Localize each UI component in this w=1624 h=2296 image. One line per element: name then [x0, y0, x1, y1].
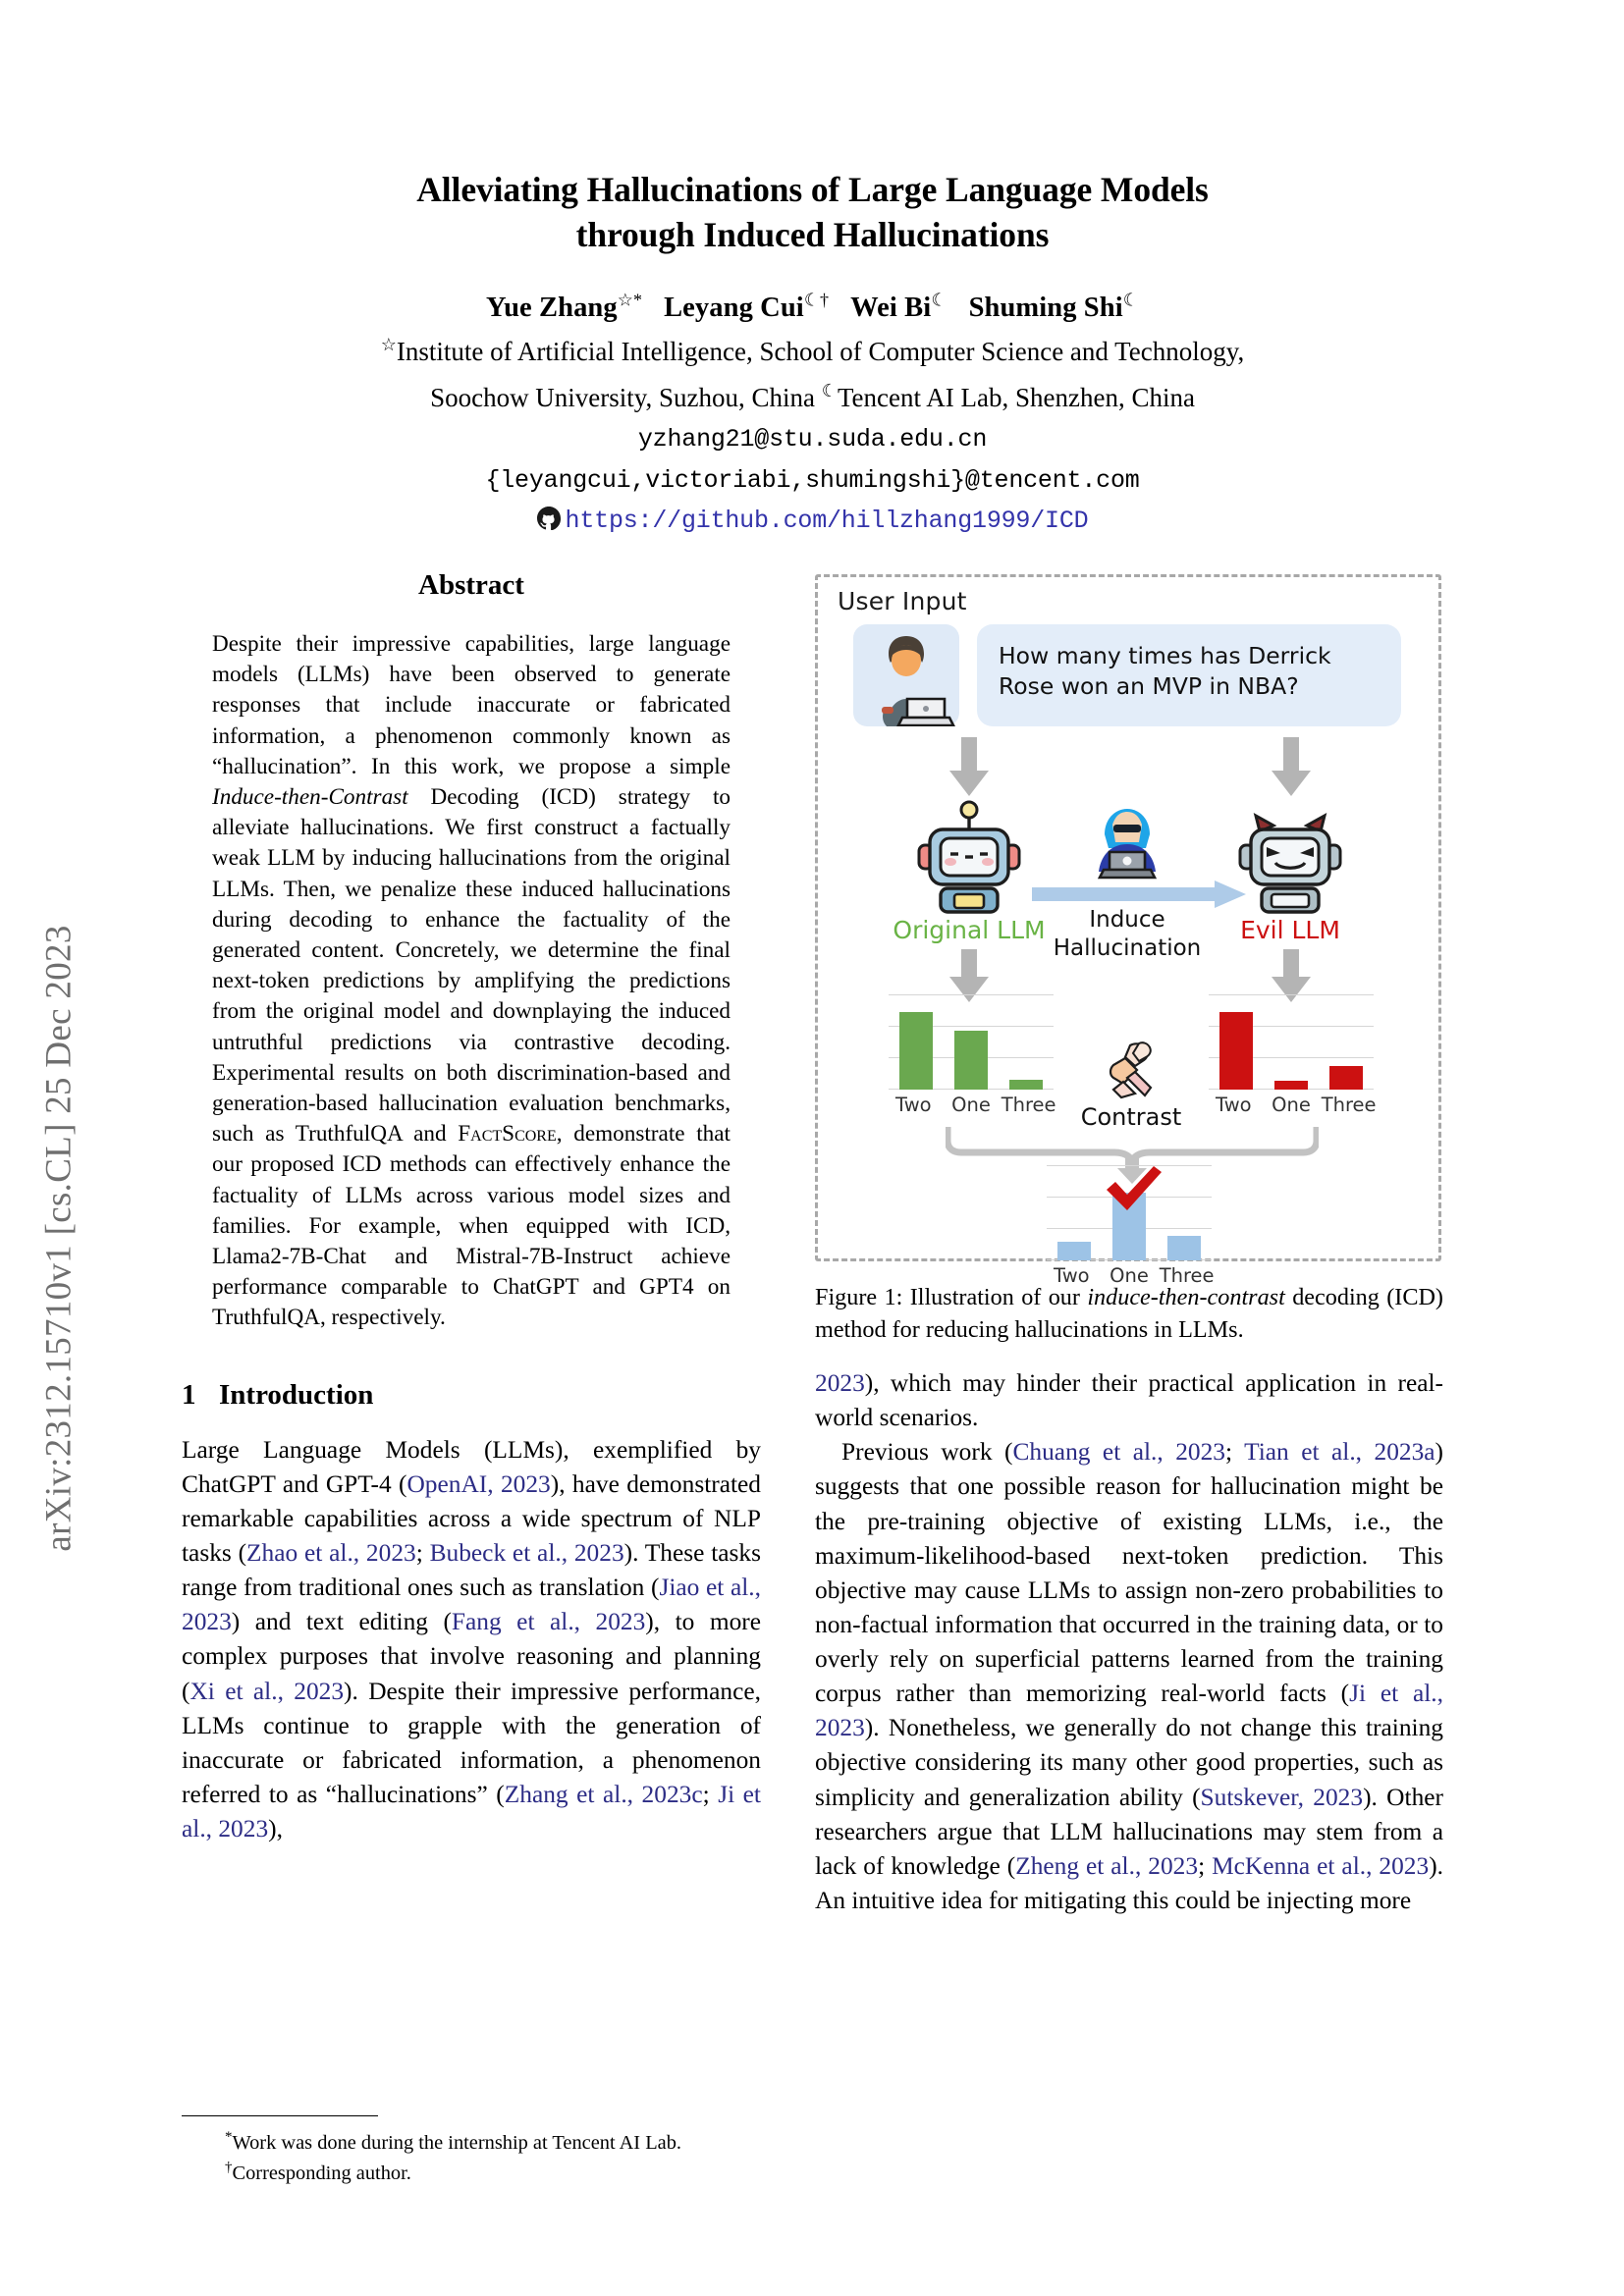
citation-link[interactable]: Zheng et al., 2023: [1015, 1851, 1199, 1880]
email-line-1: yzhang21@stu.suda.edu.cn: [637, 425, 988, 454]
citation-link[interactable]: Ji et al., 2023: [815, 1680, 1443, 1742]
citation-link[interactable]: OpenAI, 2023: [406, 1469, 551, 1498]
body-text: ). Despite their impressive performance, LLMs continue to grapple with the generation of inaccurate or fabricated information, a phenomenon referred to as “hallucinations” (: [182, 1677, 761, 1808]
gridline: [1209, 994, 1374, 995]
repo-link[interactable]: [182, 504, 1443, 542]
author-list: [182, 290, 1443, 324]
bar: [954, 1031, 989, 1090]
citation-link[interactable]: Fang et al., 2023: [451, 1608, 646, 1636]
affiliation-line-2: [182, 379, 1443, 416]
x-tick-label: One: [1110, 1264, 1149, 1287]
abstract-body: [212, 629, 731, 1334]
x-tick-label: Two: [1216, 1094, 1252, 1116]
arm-wrestle-icon: [1100, 1039, 1163, 1103]
red-check-icon: [1103, 1166, 1164, 1215]
x-tick-label: One: [1272, 1094, 1311, 1116]
section-title: Introduction: [219, 1378, 374, 1411]
user-input-row: [853, 624, 1413, 727]
down-arrow-icon: [947, 737, 991, 798]
bar: [1057, 1242, 1092, 1260]
author-name: Yue Zhang: [486, 292, 618, 323]
bar: [1329, 1066, 1364, 1090]
section-number: 1: [182, 1378, 196, 1411]
bar: [1009, 1080, 1044, 1090]
paper-title-line-1: Alleviating Hallucinations of Large Language Models: [416, 170, 1209, 209]
body-text: Despite their impressive capabilities, large language models (LLMs) have been observed to generate responses that include inaccurate or fabricated information, a phenomenon commonly known as “hallucination”. In this work, we propose a simple: [212, 631, 731, 779]
bar: [1274, 1081, 1309, 1090]
body-text: ). Nonetheless, we generally do not change this training objective considering its many other good properties, such as simplicity and generalization ability (: [815, 1714, 1443, 1811]
figure-frame-label: User Input: [838, 587, 967, 615]
author-affiliation-mark: ☾: [931, 290, 947, 310]
author-1: [486, 290, 643, 323]
body-text: ), to more complex purposes that involve reasoning and planning (: [182, 1608, 761, 1705]
body-text: ),: [268, 1815, 283, 1843]
intro-paragraph-1: [182, 1433, 761, 1847]
arxiv-stamp: [0, 0, 118, 2296]
figure-1-caption: [815, 1282, 1443, 1346]
footnote-1: [182, 2127, 761, 2158]
x-tick-label: Two: [1054, 1264, 1090, 1287]
chart-x-labels: [885, 1094, 1057, 1116]
citation-link[interactable]: Ji et al., 2023: [182, 1780, 761, 1843]
body-text: ). An intuitive idea for mitigating this could be injecting more: [815, 1851, 1443, 1914]
citation-link[interactable]: Zhao et al., 2023: [246, 1539, 416, 1568]
user-question-text: How many times has Derrick Rose won an MVP in NBA?: [999, 642, 1331, 701]
arxiv-stamp-text: arXiv:2312.15710v1 [cs.CL] 25 Dec 2023: [38, 925, 80, 1552]
body-text: Decoding (ICD) strategy to alleviate hallucinations. We first construct a factually weak LLM by inducing hallucinations from the original LLMs. Then, we penalize these induced hallucinations during decoding to enhance the factuality of the generated content. Concretely, we determine the final next-token predictions by amplifying the predictions from the original model and downplaying the induced untruthful predictions via contrastive decoding. Experimental results on both discrimination-based and generation-based hallucination evaluation benchmarks, such as TruthfulQA and: [212, 784, 731, 1148]
body-text: ;: [702, 1780, 719, 1808]
emphasis-text: Induce-then-Contrast: [212, 784, 408, 811]
right-column: [815, 1366, 1443, 1918]
chart-evil-llm: [1209, 995, 1377, 1116]
emphasis-text: induce-then-contrast: [1087, 1284, 1285, 1310]
evil-llm-label: Evil LLM: [1240, 916, 1340, 944]
left-column: [182, 569, 761, 1846]
author-affiliation-mark: ☾†: [803, 290, 830, 310]
body-text: ;: [1198, 1851, 1213, 1880]
abstract-heading: Abstract: [418, 569, 524, 601]
author-2: [664, 290, 830, 323]
repo-url-text: https://github.com/hillzhang1999/ICD: [565, 507, 1089, 536]
induce-label-line-2: Hallucination: [1053, 934, 1202, 961]
x-tick-label: Two: [895, 1094, 932, 1116]
bar: [1167, 1236, 1202, 1260]
gridline: [889, 994, 1054, 995]
citation-link[interactable]: Xi et al., 2023: [189, 1677, 345, 1705]
chart-x-labels: [1205, 1094, 1378, 1116]
hacker-with-laptop-icon: [1085, 795, 1169, 880]
paper-page: [182, 0, 1443, 2296]
citation-link[interactable]: Jiao et al., 2023: [182, 1574, 761, 1636]
citation-link[interactable]: Bubeck et al., 2023: [429, 1539, 624, 1568]
citation-link[interactable]: Chuang et al., 2023: [1012, 1438, 1226, 1467]
down-arrow-icon: [1270, 737, 1313, 798]
body-text: Previous work (: [841, 1438, 1013, 1467]
x-tick-label: Three: [1321, 1094, 1377, 1116]
author-name: Shuming Shi: [968, 292, 1123, 323]
body-text: ) and text editing (: [231, 1608, 452, 1636]
figure-1-frame: [815, 574, 1441, 1287]
footnote-mark: *: [225, 2129, 233, 2146]
friendly-robot-icon: [911, 800, 1027, 916]
bar: [899, 1012, 934, 1090]
right-paragraph-2: [815, 1435, 1443, 1918]
figure-1-wrapper: [815, 574, 1443, 1287]
footnote-text: Work was done during the internship at Tencent AI Lab.: [232, 2132, 681, 2155]
affiliation-text: Tencent AI Lab, Shenzhen, China: [837, 383, 1195, 413]
affiliation-text: Soochow University, Suzhou, China: [430, 383, 822, 413]
x-tick-label: Three: [1159, 1264, 1215, 1287]
evil-robot-icon: [1232, 800, 1348, 916]
x-tick-label: Three: [1001, 1094, 1056, 1116]
body-text: ), which may hinder their practical application in real-world scenarios.: [815, 1369, 1443, 1432]
footnote-2: [182, 2158, 761, 2188]
title-block: [182, 167, 1443, 542]
contrast-label: Contrast: [1080, 1103, 1182, 1131]
author-affiliation-mark: ☆*: [617, 290, 643, 310]
github-icon: [537, 507, 561, 542]
page-title: [182, 167, 1443, 257]
bar: [1219, 1012, 1254, 1090]
footnote-block: [182, 2115, 761, 2188]
body-text: ) suggests that one possible reason for hallucination might be the pre-training objective of existing LLMs, i.e., the maximum-likelihood-based next-token prediction. This objective may cause LLMs to assign non-zero probabilities to non-factual information that occurred in the training data, or to overly rely on superficial patterns learned from the training corpus rather than memorizing real-world facts (: [815, 1438, 1444, 1708]
body-text: , demonstrate that our proposed ICD methods can effectively enhance the factuality of LLMs across various model sizes and families. For example, when equipped with ICD, Llama2-7B-Chat and Mistral-7B-Instruct achieve performance comparable to ChatGPT and GPT4 on TruthfulQA, respectively.: [212, 1121, 731, 1331]
body-text: ;: [415, 1539, 430, 1568]
footnote-text: Corresponding author.: [232, 2162, 411, 2184]
user-question-bubble: [977, 624, 1401, 726]
body-text: Large Language Models (LLMs), exemplified by ChatGPT and GPT-4 (: [182, 1435, 761, 1498]
affiliation-text: Institute of Artificial Intelligence, School of Computer Science and Technology,: [396, 336, 1245, 366]
citation-link[interactable]: Sutskever, 2023: [1200, 1783, 1364, 1811]
section-heading-introduction: [182, 1379, 761, 1412]
affiliation-mark: ☾: [821, 381, 838, 401]
author-name: Leyang Cui: [664, 292, 804, 323]
citation-link[interactable]: Tian et al., 2023a: [1244, 1438, 1435, 1467]
citation-link[interactable]: Zhang et al., 2023c: [504, 1780, 703, 1808]
body-text: decoding (ICD) method for reducing hallucinations in LLMs.: [815, 1284, 1443, 1343]
author-name: Wei Bi: [850, 292, 932, 323]
affiliation-mark: ☆: [380, 334, 397, 354]
author-affiliation-mark: ☾: [1122, 290, 1139, 310]
original-llm-label: Original LLM: [893, 916, 1046, 944]
body-text: Figure 1: Illustration of our: [815, 1284, 1088, 1310]
footnote-rule: [182, 2115, 378, 2116]
email-line-2: {leyangcui,victoriabi,shumingshi}@tencent.com: [485, 465, 1140, 495]
x-tick-label: One: [951, 1094, 991, 1116]
author-3: [850, 290, 947, 323]
body-text: ). These tasks range from traditional ones such as translation (: [182, 1539, 761, 1602]
induce-label-line-1: Induce: [1089, 907, 1165, 933]
author-4: [968, 290, 1139, 323]
citation-link[interactable]: McKenna et al., 2023: [1212, 1851, 1430, 1880]
chart-original-llm: [889, 995, 1056, 1116]
paper-title-line-2: through Induced Hallucinations: [575, 215, 1050, 255]
smallcaps-text: FactScore: [458, 1121, 557, 1148]
affiliation-line-1: [182, 333, 1443, 370]
body-text: ), have demonstrated remarkable capabilities across a wide spectrum of NLP tasks (: [182, 1469, 761, 1568]
avatar: [853, 624, 959, 726]
footnote-mark: †: [225, 2160, 233, 2176]
citation-link[interactable]: 2023: [815, 1369, 865, 1397]
body-text: ). Other researchers argue that LLM hallucinations may stem from a lack of knowledge (: [815, 1783, 1443, 1880]
right-paragraph-1: [815, 1366, 1443, 1435]
body-text: ;: [1225, 1438, 1245, 1467]
